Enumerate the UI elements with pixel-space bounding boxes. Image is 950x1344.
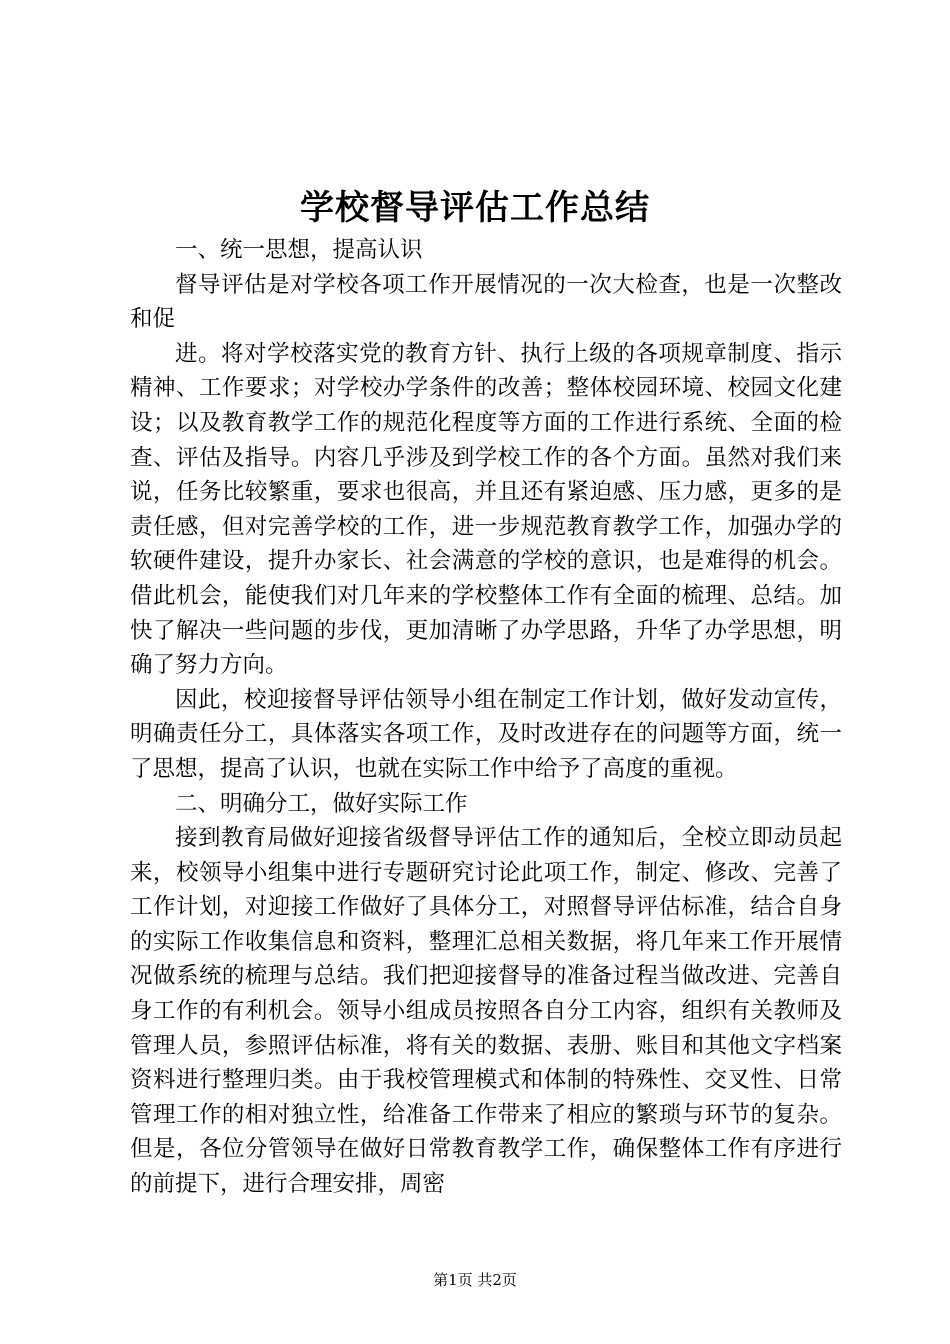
paragraph-1: 督导评估是对学校各项工作开展情况的一次大检查，也是一次整改和促 [130, 271, 842, 333]
paragraph-4: 接到教育局做好迎接省级督导评估工作的通知后，全校立即动员起来，校领导小组集中进行专题研究讨论此项工作，制定、修改、完善了工作计划，对迎接工作做好了具体分工，对照督导评估标准，结合自身的实际工作收集信息和资料，整理汇总相关数据，将几年来工作开展情况做系统的梳理与总结。我们把迎接督导的准备过程当做改进、完善自身工作的有利机会。领导小组成员按照各自分工内容，组织有关教师及管理人员，参照评估标准，将有关的数据、表册、账目和其他文字档案资料进行整理归类。由于我校管理模式和体制的特殊性、交叉性、日常管理工作的相对独立性，给准备工作带来了相应的繁琐与环节的复杂。但是，各位分管领导在做好日常教育教学工作，确保整体工作有序进行的前提下，进行合理安排，周密 [130, 825, 842, 1198]
paragraph-2: 进。将对学校落实党的教育方针、执行上级的各项规章制度、指示精神、工作要求；对学校办学条件的改善；整体校园环境、校园文化建设；以及教育教学工作的规范化程度等方面的工作进行系统、全面的检查、评估及指导。内容几乎涉及到学校工作的各个方面。虽然对我们来说，任务比较繁重，要求也很高，并且还有紧迫感、压力感，更多的是责任感，但对完善学校的工作，进一步规范教育教学工作，加强办学的软硬件建设，提升办家长、社会满意的学校的意识，也是难得的机会。借此机会，能使我们对几年来的学校整体工作有全面的梳理、总结。加快了解决一些问题的步伐，更加清晰了办学思路，升华了办学思想，明确了努力方向。 [130, 340, 842, 679]
paragraph-3: 因此，校迎接督导评估领导小组在制定工作计划，做好发动宣传，明确责任分工，具体落实各项工作，及时改进存在的问题等方面，统一了思想，提高了认识，也就在实际工作中给予了高度的重视。 [130, 686, 842, 782]
section-heading-1: 一、统一思想，提高认识 [175, 237, 423, 263]
document-title: 学校督导评估工作总结 [300, 188, 650, 228]
document-body [130, 233, 842, 1202]
page-footer: 第1页 共2页 [433, 1271, 517, 1289]
section-heading-2: 二、明确分工，做好实际工作 [175, 790, 468, 817]
